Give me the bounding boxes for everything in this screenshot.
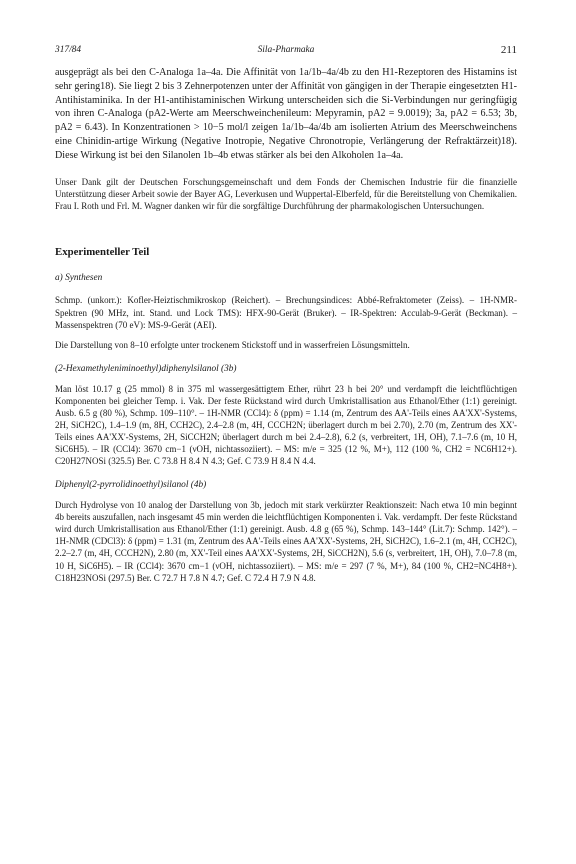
page-body [55, 66, 517, 584]
running-header [55, 43, 517, 57]
issue-number: 317/84 [55, 45, 82, 55]
compound-4b-text: Durch Hydrolyse von 10 analog der Darstellung von 3b, jedoch mit stark verkürzter Reaktionszeit: Nach etwa 10 min beginnt 4b bereits auszufallen, nach insgesamt 45 min werden die leichtflüchtigen Komponenten i. Vak. verdampft. Der feste Rückstand wird durch Umkristallisation aus Ethanol/Ether (1:1) gereinigt. Ausb. 4.8 g (65 %), Schmp. 143–144° (Lit.7): Schmp. 142°). – 1H-NMR (CDCl3): δ (ppm) = 1.31 (m, Zentrum des AA'-Teils eines AA'XX'-Systems, 2H, SiCH2C), 1.6–2.1 (m, 4H, CCH2C), 2.2–2.7 (m, 4H, CCCH2N), 2.80 (m, XX'-Teil eines AA'XX'-Systems, 2H, SiCCH2N), 5.6 (s, verbreitert, 1H, OH), 7.0–7.8 (m, 10 H, SiC6H5). – IR (CCl4): 3670 cm−1 (νOH, nichtassoziiert). – MS: m/e = 297 (7 %, M+), 84 (100 %, CH2=NC4H8+). C18H23NOSi (297.5) Ber. C 72.7 H 7.8 N 4.7; Gef. C 72.4 H 7.9 N 4.8. [55, 500, 517, 583]
page-number: 211 [500, 44, 517, 56]
compound-4b-title: Diphenyl(2-pyrrolidinoethyl)silanol (4b) [55, 480, 207, 491]
compound-3b-text: Man löst 10.17 g (25 mmol) 8 in 375 ml wassergesättigtem Ether, rührt 23 h bei 20° und verdampft die leichtflüchtigen Komponenten bei gleicher Temp. i. Vak. Der feste Rückstand wird durch Umkristallisation aus Ethanol/Ether (1:1) gereinigt. Ausb. 6.5 g (80 %), Schmp. 109–110°. – 1H-NMR (CCl4): δ (ppm) = 1.14 (m, Zentrum des AA'-Teils eines AA'XX'-Systems, 2H, SiCH2C), 1.4–1.9 (m, 8H, CCH2C), 2.4–2.8 (m, 4H, CCCH2N; überlagert durch m bei 2.70), 2.70 (m, Zentrum des XX'-Teils eines AA'XX'-Systems, 2H, SiCCH2N; überlagert durch m bei 2.4–2.8), 6.2 (s, verbreitert, 1H, OH), 7.1–7.6 (m, 10 H, SiC6H5). – IR (CCl4): 3670 cm−1 (νOH, nichtassoziiert). – MS: m/e = 325 (12 %, M+), 112 (100 %, CH2 = NC6H12+). C20H27NOSi (325.5) Ber. C 73.8 H 8.4 N 4.3; Gef. C 73.9 H 8.4 N 4.4. [55, 383, 517, 467]
subsection-title: a) Synthesen [55, 272, 103, 283]
acknowledgement-paragraph: Unser Dank gilt der Deutschen Forschungsgemeinschaft und dem Fonds der Chemischen Industrie für die finanzielle Unterstützung dieser Arbeit sowie der Bayer AG, Leverkusen und Wuppertal-Elberfeld, für die Bereitstellung von Chemikalien. Frau I. Roth und Frl. M. Wagner danken wir für die sorgfältige Durchführung der pharmakologischen Untersuchungen. [55, 176, 517, 211]
methods-paragraph: Schmp. (unkorr.): Kofler-Heiztischmikroskop (Reichert). – Brechungsindices: Abbé-Refraktometer (Zeiss). – 1H-NMR-Spektren (90 MHz, int. Stand. und Lock TMS): HFX-90-Gerät (Bruker). – IR-Spektren: Acculab-9-Gerät (Beckman). – Massenspektren (70 eV): MS-9-Gerät (AEI). [55, 295, 517, 330]
section-title: Experimenteller Teil [55, 245, 150, 258]
compound-3b-title: (2-Hexamethyleniminoethyl)diphenylsilanol (3b) [55, 363, 237, 374]
intro-paragraph: ausgeprägt als bei den C-Analoga 1a–4a. Die Affinität von 1a/1b–4a/4b zu den H1-Rezeptoren des Histamins ist sehr gering18). Sie liegt 2 bis 3 Zehnerpotenzen unter der Affinität von gängigen in der Therapie eingesetzten H1-Antihistaminika. In der H1-antihistaminischen Wirkung unterscheiden sich die Si-Verbindungen nur geringfügig von ihren C-Analoga (pA2-Werte am Meerschweinchenileum: Mepyramin, pA2 = 9.0019); 3a, pA2 = 6.53; 3b, pA2 = 6.43). In Konzentrationen > 10−5 mol/l zeigen 1a/1b–4a/4b am isolierten Atrium des Meerschweinchens eine Chinidin-artige Wirkung (Negative Inotropie, Negative Chronotropie, Verlängerung der Refraktärzeit)18). Diese Wirkung ist bei den Silanolen 1b–4b etwas stärker als bei den Alkoholen 1a–4a. [55, 67, 517, 161]
journal-title: Sila-Pharmaka [257, 45, 315, 55]
general-note: Die Darstellung von 8–10 erfolgte unter trockenem Stickstoff und in wasserfreien Lösungsmitteln. [55, 339, 410, 350]
